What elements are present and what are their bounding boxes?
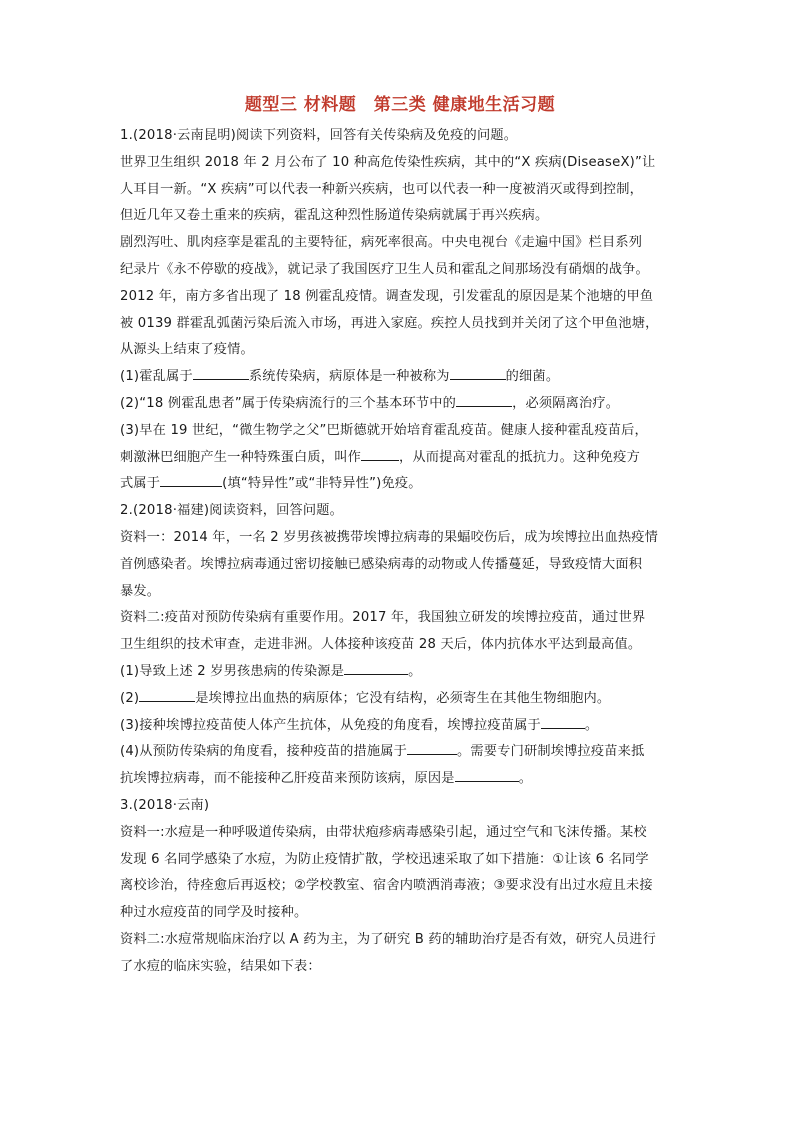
q1-sub2: (2)“18 例霍乱患者”属于传染病流行的三个基本环节中的 ，必须隔离治疗。 bbox=[120, 391, 680, 418]
material-line: 离校诊治，待痊愈后再返校；②学校教室、宿舍内喷洒消毒液；③要求没有出过水痘且未接 bbox=[120, 878, 653, 894]
answer-blank[interactable] bbox=[344, 660, 408, 675]
material-line: 种过水痘疫苗的同学及时接种。 bbox=[120, 905, 308, 921]
material-line: 了水痘的临床实验，结果如下表： bbox=[120, 958, 321, 974]
answer-blank[interactable] bbox=[541, 714, 585, 729]
material-line: 人耳目一新。“X 疾病”可以代表一种新兴疾病，也可以代表一种一度被消灭或得到控制， bbox=[120, 181, 644, 197]
material-line: 但近几年又卷土重来的疾病，霍乱这种烈性肠道传染病就属于再兴疾病。 bbox=[120, 208, 549, 224]
material-line: 2012 年，南方多省出现了 18 例霍乱疫情。调查发现，引发霍乱的原因是某个池塘的甲鱼 bbox=[120, 288, 654, 304]
q2-sub4: (4)从预防传染病的角度看，接种疫苗的措施属于 。需要专门研制埃博拉疫苗来抵 bbox=[120, 739, 680, 766]
material-line: 从源头上结束了疫情。 bbox=[120, 342, 254, 358]
answer-blank[interactable] bbox=[193, 365, 249, 380]
material-line: 剧烈泻吐、肌肉痉挛是霍乱的主要特征，病死率很高。中央电视台《走遍中国》栏目系列 bbox=[120, 235, 643, 251]
material-line: 首例感染者。埃博拉病毒通过密切接触已感染病毒的动物或人传播蔓延，导致疫情大面积 bbox=[120, 556, 643, 572]
q2-sub4-cont: 抗埃博拉病毒，而不能接种乙肝疫苗来预防该病，原因是 。 bbox=[120, 766, 680, 793]
q1-sub3-cont: 刺激淋巴细胞产生一种特殊蛋白质，叫作 ，从而提高对霍乱的抵抗力。这种免疫方 bbox=[120, 445, 680, 472]
answer-blank[interactable] bbox=[407, 740, 457, 755]
material-line: 世界卫生组织 2018 年 2 月公布了 10 种高危传染性疾病，其中的“X 疾病(DiseaseX)”让 bbox=[120, 154, 656, 170]
material-line: 资料一：2014 年，一名 2 岁男孩被携带埃博拉病毒的果蝠咬伤后，成为埃博拉出血热疫情 bbox=[120, 529, 659, 545]
answer-blank[interactable] bbox=[361, 446, 399, 461]
answer-blank[interactable] bbox=[139, 687, 195, 702]
material-line: 资料一:水痘是一种呼吸道传染病，由带状疱疹病毒感染引起，通过空气和飞沫传播。某校 bbox=[120, 824, 647, 840]
answer-blank[interactable] bbox=[455, 767, 519, 782]
page-title: 题型三 材料题 第三类 健康地生活习题 bbox=[244, 95, 556, 115]
answer-blank[interactable] bbox=[450, 365, 506, 380]
q1-sub1: (1)霍乱属于 系统传染病，病原体是一种被称为 的细菌。 bbox=[120, 364, 680, 391]
material-line: 卫生组织的技术审查，走进非洲。人体接种该疫苗 28 天后，体内抗体水平达到最高值。 bbox=[120, 637, 642, 653]
q1-heading: 1.(2018·云南昆明)阅读下列资料，回答有关传染病及免疫的问题。 bbox=[120, 128, 518, 143]
document-page bbox=[120, 90, 680, 981]
material-line: 纪录片《永不停歇的疫战》，就记录了我国医疗卫生人员和霍乱之间那场没有硝烟的战争。 bbox=[120, 261, 649, 277]
material-line: 暴发。 bbox=[120, 583, 161, 599]
material-line: 发现 6 名同学感染了水痘，为防止疫情扩散，学校迅速采取了如下措施：①让该 6 名同学 bbox=[120, 851, 649, 867]
q2-sub3: (3)接种埃博拉疫苗使人体产生抗体，从免疫的角度看，埃博拉疫苗属于 。 bbox=[120, 713, 680, 740]
material-line: 资料二:水痘常规临床治疗以 A 药为主，为了研究 B 药的辅助治疗是否有效，研究人员进行 bbox=[120, 931, 657, 947]
q2-sub2: (2) 是埃博拉出血热的病原体；它没有结构，必须寄生在其他生物细胞内。 bbox=[120, 686, 680, 713]
q2-sub1: (1)导致上述 2 岁男孩患病的传染源是 。 bbox=[120, 659, 680, 686]
answer-blank[interactable] bbox=[456, 392, 512, 407]
q3-heading: 3.(2018·云南) bbox=[120, 797, 210, 813]
q2-heading: 2.(2018·福建)阅读资料，回答问题。 bbox=[120, 503, 344, 519]
material-line: 资料二:疫苗对预防传染病有重要作用。2017 年，我国独立研发的埃博拉疫苗，通过世界 bbox=[120, 610, 646, 626]
q1-sub3: (3)早在 19 世纪，“微生物学之父”巴斯德就开始培育霍乱疫苗。健康人接种霍乱疫苗后， bbox=[120, 422, 648, 438]
answer-blank[interactable] bbox=[160, 472, 222, 487]
material-line: 被 0139 群霍乱弧菌污染后流入市场，再进入家庭。疾控人员找到并关闭了这个甲鱼池塘， bbox=[120, 315, 659, 331]
q1-sub3-end: 式属于 (填“特异性”或“非特异性”)免疫。 bbox=[120, 471, 680, 498]
